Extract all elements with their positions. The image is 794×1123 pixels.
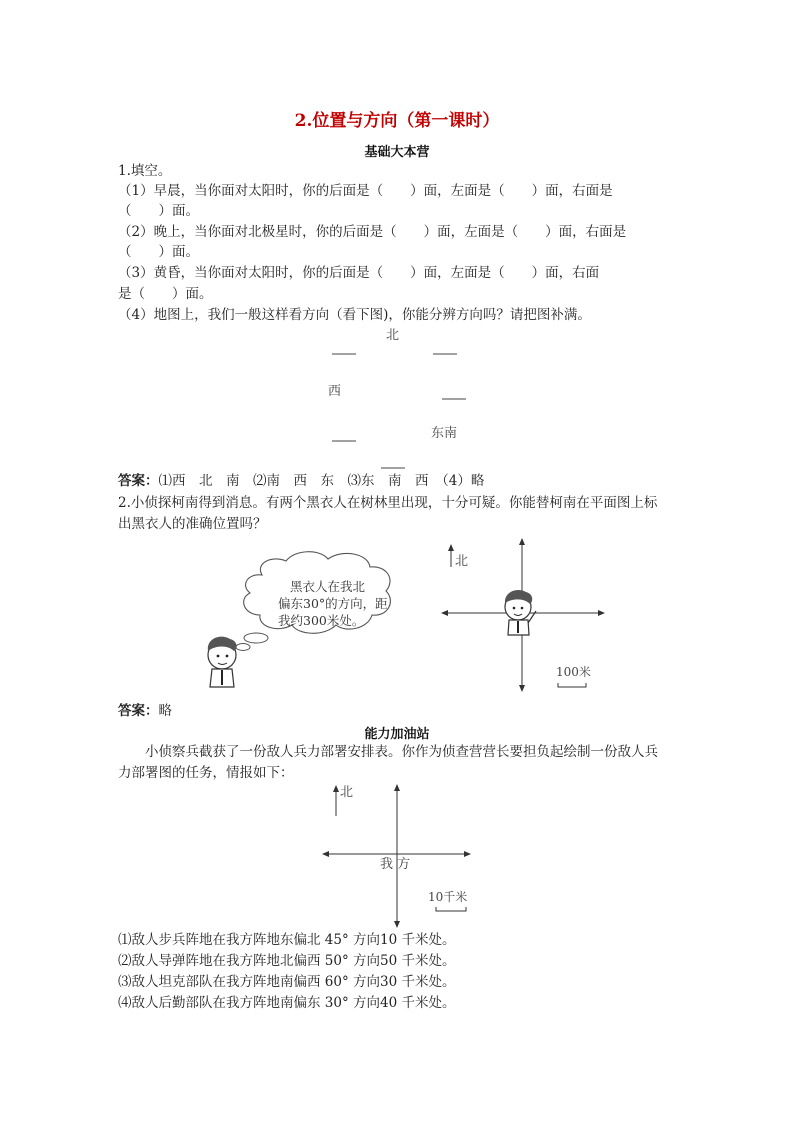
section-title-advanced: 能力加油站	[364, 727, 430, 742]
question-1-part-4: （4）地图上，我们一般这样看方向（看下图)，你能分辨方向吗？请把图补满。	[118, 307, 591, 323]
bubble-line-3: 我约300米处。	[278, 613, 365, 628]
north-label-3: 北	[340, 785, 354, 800]
intel-item-4: ⑷敌人后勤部队在我方阵地南偏东 30° 方向40 千米处。	[118, 995, 456, 1011]
section-title-basic: 基础大本营	[364, 145, 430, 160]
thought-bubble-dot-2	[236, 644, 250, 651]
question-1-part-2: （2）晚上，当你面对北极星时，你的后面是（ ）面，左面是（ ）面，右面是	[118, 224, 627, 240]
question-2-line-1: 2.小侦探柯南得到消息。有两个黑衣人在树林里出现，十分可疑。你能替柯南在平面图上标	[118, 495, 658, 511]
question-3-intro-2: 力部署图的任务，情报如下：	[118, 765, 294, 781]
bubble-line-1: 黑衣人在我北	[290, 579, 366, 594]
question-1-heading: 1.填空。	[118, 163, 172, 179]
detective-kid-illustration	[208, 637, 237, 687]
compass-north-label: 北	[386, 328, 400, 343]
question-2-line-2: 出黑衣人的准确位置吗？	[118, 516, 267, 532]
our-position-label: 我 方	[380, 857, 411, 872]
scale-bar-10km	[436, 907, 466, 911]
question-1-part-3-cont: 是（ ）面。	[118, 286, 213, 302]
question-1-part-2-cont: （ ）面。	[118, 244, 199, 260]
page-title: 2.位置与方向（第一课时）	[294, 111, 500, 131]
north-label-2: 北	[455, 554, 469, 569]
question-1-part-1: （1）早晨，当你面对太阳时，你的后面是（ ）面，左面是（ ）面，右面是	[118, 183, 613, 199]
detective-map-diagram	[200, 535, 610, 695]
answer-1	[118, 472, 678, 490]
question-1-part-3: （3）黄昏，当你面对太阳时，你的后面是（ ）面，左面是（ ）面，右面	[118, 265, 600, 281]
compass-west-label: 西	[328, 384, 342, 399]
compass-southeast-label: 东南	[431, 426, 458, 441]
deployment-map-diagram	[320, 780, 475, 930]
answer-1-label: 答案：	[118, 473, 159, 489]
scale-label-100m: 100米	[556, 665, 591, 679]
intel-item-3: ⑶敌人坦克部队在我方阵地南偏西 60° 方向30 千米处。	[118, 974, 456, 990]
answer-2-text: 略	[158, 703, 172, 719]
answer-2-label: 答案：	[118, 703, 159, 719]
scale-bar-100m	[558, 683, 586, 687]
intel-item-1: ⑴敌人步兵阵地在我方阵地东偏北 45° 方向10 千米处。	[118, 932, 456, 948]
compass-fill-diagram	[318, 325, 478, 473]
intel-item-2: ⑵敌人导弹阵地在我方阵地北偏西 50° 方向50 千米处。	[118, 953, 456, 969]
thought-bubble-dot-1	[244, 633, 268, 643]
question-3-intro-1: 小侦察兵截获了一份敌人兵力部署安排表。你作为侦查营营长要担负起绘制一份敌人兵	[118, 744, 658, 760]
answer-1-text: ⑴西 北 南 ⑵南 西 东 ⑶东 南 西 （4）略	[158, 473, 485, 489]
scale-label-10km: 10千米	[428, 890, 468, 904]
answer-2	[118, 702, 678, 720]
question-1-part-1-cont: （ ）面。	[118, 203, 199, 219]
bubble-line-2: 偏东30°的方向，距	[278, 596, 388, 611]
